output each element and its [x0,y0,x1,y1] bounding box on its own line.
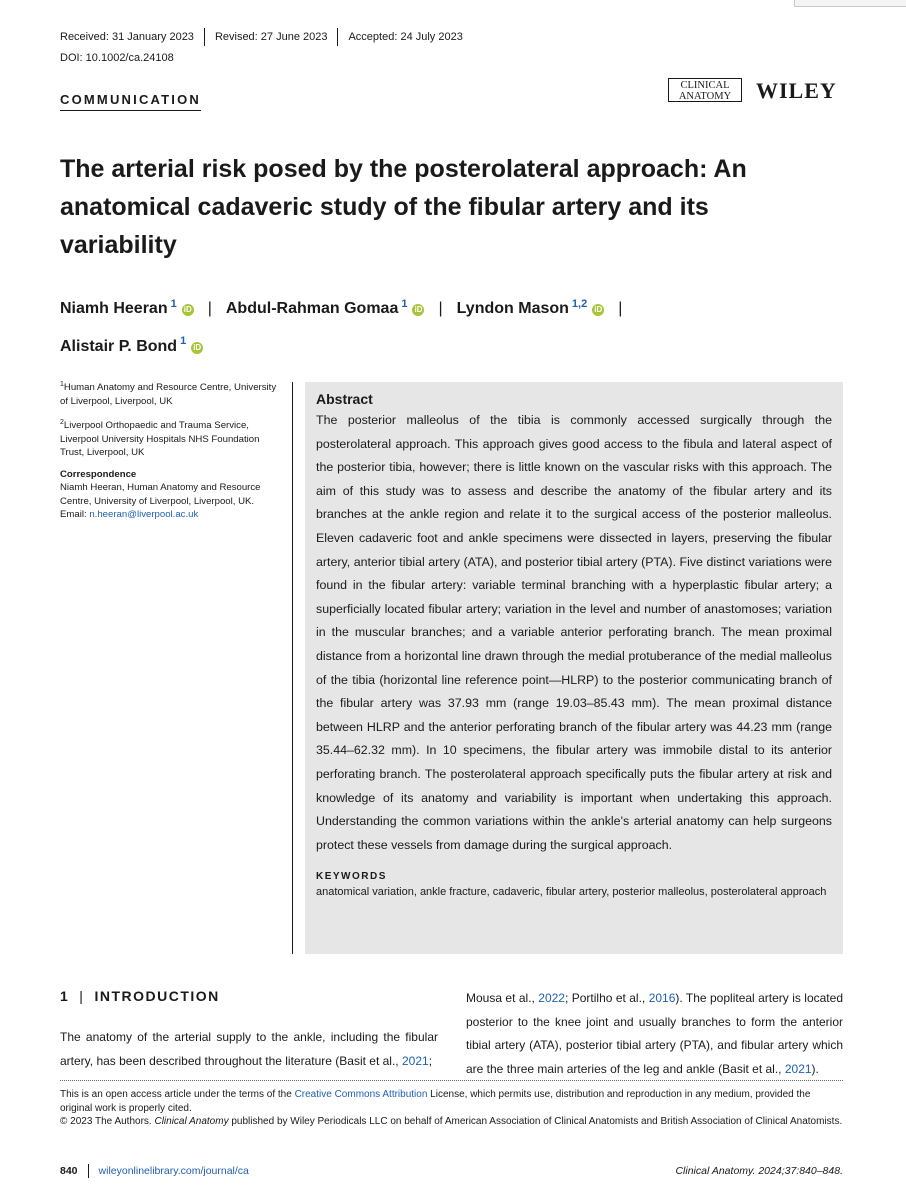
affiliation-ref[interactable]: 1,2 [571,298,588,310]
citation-link[interactable]: 2021 [784,1061,812,1076]
revised-date: Revised: 27 June 2023 [214,31,328,43]
affiliations [60,378,286,530]
wiley-logo: WILEY [756,78,837,103]
accepted-date: Accepted: 24 July 2023 [348,31,463,43]
affiliation-2: $^2$Liverpool Orthopaedic and Trauma Service, Liverpool University Hospitals NHS Foundation Trust, Liverpool, UK [60,419,260,459]
orcid-icon[interactable]: iD [414,305,423,315]
affiliation-1: $^1$Human Anatomy and Resource Centre, University of Liverpool, Liverpool, UK [60,381,277,407]
abstract-text: The posterior malleolus of the tibia is commonly accessed surgically through the posterolateral approach. This approach gives good access to the fibula and lateral aspect of the posterior tibia, however; there is little known on the vascular risks with this approach. The aim of this study was to assess and describe the anatomy of the fibular artery and its branches at the ankle region and relate it to the surgical access of the posterior malleolus. Eleven cadaveric foot and ankle specimens were dissected in layers, preserving the fibular artery, anterior tibial artery (ATA), and posterior tibial artery (PTA). Five distinct variations were found in the fibular artery: variable terminal branching with a hyperplastic fibular artery; a superficially located fibular artery; variation in the level and number of anastomoses; variation in the muscular branches; and a variable anterior perforating branch. The mean proximal distance from a horizontal line drawn through the medial protuberance of the medial malleolus of the tibia (horizontal line reference point—HLRP) to the posterior communicating branch of the fibular artery was 37.93 mm (range 19.03–85.43 mm). The mean proximal distance between HLRP and the anterior perforating branch of the fibular artery was 44.23 mm (range 35.44–62.32 mm). In 10 specimens, the fibular artery was immobile distal to its anterior perforating branch. The posterolateral approach specifically puts the fibular artery at risk and knowledge of its anatomy and variability is important when undertaking this approach. Understanding the common variations within the ankle's arterial anatomy can help surgeons protect these vessels from damage during the surgical approach. [316,413,832,852]
license-line-2: © 2023 The Authors. Clinical Anatomy published by Wiley Periodicals LLC on behalf of American Association of Clinical Anatomists and British Association of Clinical Anatomists. [60,1116,843,1127]
affiliation-ref[interactable]: 1 [170,298,177,310]
page-footer [60,1164,843,1178]
email-link[interactable]: n.heeran@liverpool.ac.uk [89,509,199,521]
section-label: COMMUNICATION [60,92,201,111]
date-separator [204,28,205,46]
page-number: 840 [60,1165,78,1177]
author-separator: | [207,300,212,318]
license-divider [60,1080,843,1081]
doi[interactable]: DOI: 10.1002/ca.24108 [60,52,174,64]
author: Abdul-Rahman Gomaa $^1$ iD [225,298,423,318]
clinical-anatomy-logo: CLINICAL ANATOMY [668,78,742,102]
affiliation-ref[interactable]: 1 [180,335,187,348]
correspondence-title: Correspondence [60,468,137,480]
intro-column-2: Mousa et al., 2022; Portilho et al., 2016). The popliteal artery is located posterior to the knee joint and usually branches to form the anterior tibial artery (ATA), posterior tibial artery (PTA), and fibular artery which are the three main arteries of the leg and ankle (Basit et al., 2021). [466,991,843,1076]
correspondence: Niamh Heeran, Human Anatomy and Resource Centre, University of Liverpool, Liverpool, UK. Email: n.heeran@liverpool.ac.uk [60,482,261,521]
abstract-heading: Abstract [316,391,373,407]
license-notice [60,1088,843,1129]
top-corner-tab [794,0,906,7]
journal-url-link[interactable]: wileyonlinelibrary.com/journal/ca [98,1165,249,1177]
license-line-1: This is an open access article under the terms of the Creative Commons Attribution License, which permits use, distribution and reproduction in any medium, provided the original work is properly cited. [60,1089,811,1114]
article-dates [60,28,463,46]
affiliation-ref[interactable]: 1 [401,298,408,310]
orcid-icon[interactable]: iD [594,305,603,315]
journal-citation: Clinical Anatomy. 2024;37:840–848. [675,1165,843,1177]
keywords-title: KEYWORDS [316,871,387,883]
date-separator [337,28,338,46]
author: Niamh Heeran $^1$ iD [60,298,192,318]
abstract-box [305,382,843,954]
author-separator: | [618,300,623,318]
keywords-text: anatomical variation, ankle fracture, cadaveric, fibular artery, posterior malleolus, posterolateral approach [316,886,827,899]
orcid-icon[interactable]: iD [183,305,192,315]
author: Alistair P. Bond $^1$ iD [60,335,202,355]
intro-column-1: The anatomy of the arterial supply to the ankle, including the fibular artery, has been described throughout the literature (Basit et al., 2021; [60,1030,438,1068]
vertical-rule [292,382,293,954]
citation-link[interactable]: 2021 [401,1053,429,1068]
author-list [60,288,840,363]
intro-heading: 1 | INTRODUCTION [60,988,220,1004]
citation-link[interactable]: 2016 [648,991,676,1005]
received-date: Received: 31 January 2023 [60,31,194,43]
author-separator: | [438,300,443,318]
orcid-icon[interactable]: iD [193,342,202,352]
footer-separator [88,1164,89,1178]
citation-link[interactable]: 2022 [538,991,565,1005]
article-title: The arterial risk posed by the posterolateral approach: An anatomical cadaveric study of the fibular artery and its variability [60,155,747,259]
cc-license-link[interactable]: Creative Commons Attribution [294,1089,428,1100]
author: Lyndon Mason $^{1,2}$ iD [456,298,603,318]
